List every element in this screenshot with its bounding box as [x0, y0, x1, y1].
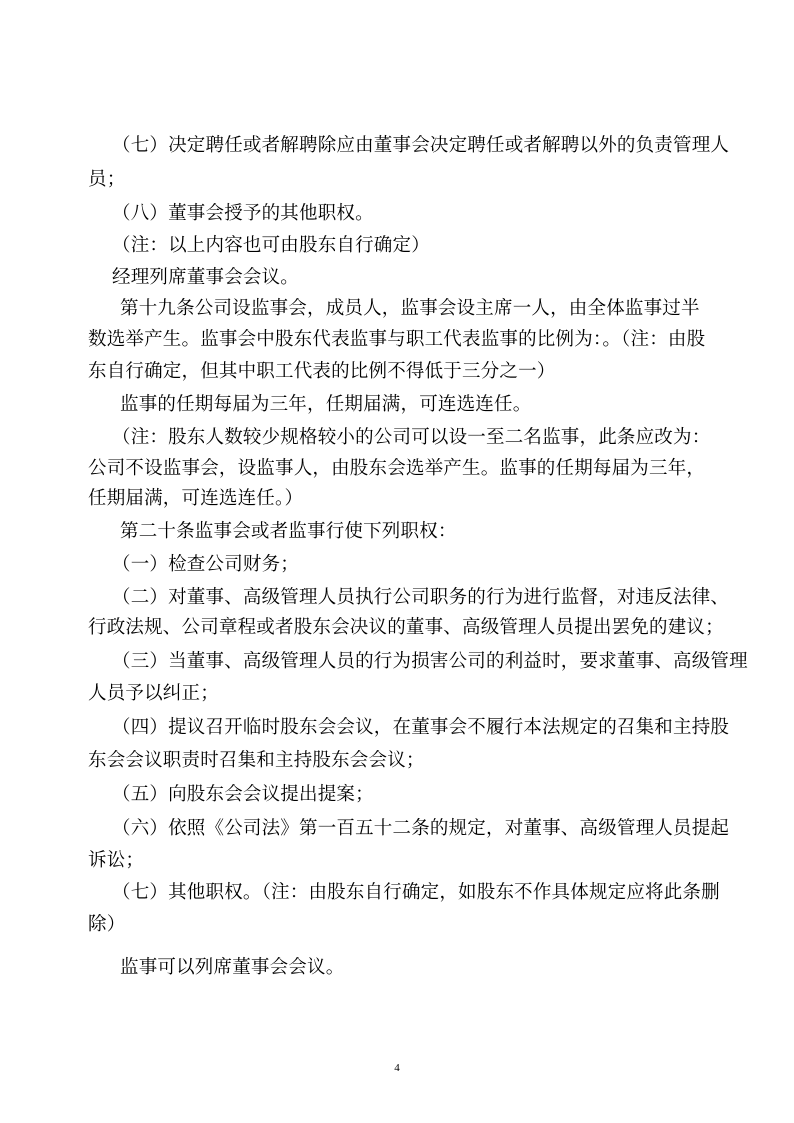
page-number: 4 [394, 1062, 400, 1074]
text-line: （一）检查公司财务； [112, 554, 300, 575]
text-line: 监事的任期每届为三年，任期届满，可连选连任。 [120, 394, 532, 415]
text-line: 第二十条监事会或者监事行使下列职权： [120, 521, 457, 542]
text-line: 监事可以列席董事会会议。 [120, 957, 345, 978]
text-line: （二）对董事、高级管理人员执行公司职务的行为进行监督，对违反法律、 [112, 587, 730, 608]
text-line: （注：以上内容也可由股东自行确定） [112, 235, 430, 256]
text-line: 行政法规、公司章程或者股东会决议的董事、高级管理人员提出罢免的建议； [88, 617, 724, 638]
text-line: （六）依照《公司法》第一百五十二条的规定，对董事、高级管理人员提起 [112, 818, 730, 839]
text-line: 人员予以纠正； [88, 683, 219, 704]
text-line: 公司不设监事会，设监事人，由股东会选举产生。监事的任期每届为三年， [88, 458, 706, 479]
text-line: （八）董事会授予的其他职权。 [112, 203, 374, 224]
text-line: （三）当董事、高级管理人员的行为损害公司的利益时，要求董事、高级管理 [112, 651, 748, 672]
text-line: 第十九条公司设监事会，成员人，监事会设主席一人，由全体监事过半 [120, 298, 700, 319]
text-line: （七）决定聘任或者解聘除应由董事会决定聘任或者解聘以外的负责管理人 [112, 135, 730, 156]
text-line: （七）其他职权。（注：由股东自行确定，如股东不作具体规定应将此条删 [112, 882, 720, 903]
text-line: （五）向股东会会议提出提案； [112, 784, 374, 805]
text-line: 数选举产生。监事会中股东代表监事与职工代表监事的比例为：。（注：由股 [88, 329, 706, 350]
text-line: 员； [88, 169, 126, 190]
text-line: 东会会议职责时召集和主持股东会会议； [88, 750, 425, 771]
text-line: 经理列席董事会会议。 [112, 267, 300, 288]
text-line: 任期届满，可连选连任。） [88, 488, 304, 509]
text-line: 除） [88, 914, 126, 935]
text-line: 诉讼； [88, 850, 145, 871]
text-line: 东自行确定，但其中职工代表的比例不得低于三分之一） [88, 361, 556, 382]
text-line: （注：股东人数较少规格较小的公司可以设一至二名监事，此条应改为： [112, 427, 711, 448]
text-line: （四）提议召开临时股东会会议，在董事会不履行本法规定的召集和主持股 [112, 717, 730, 738]
